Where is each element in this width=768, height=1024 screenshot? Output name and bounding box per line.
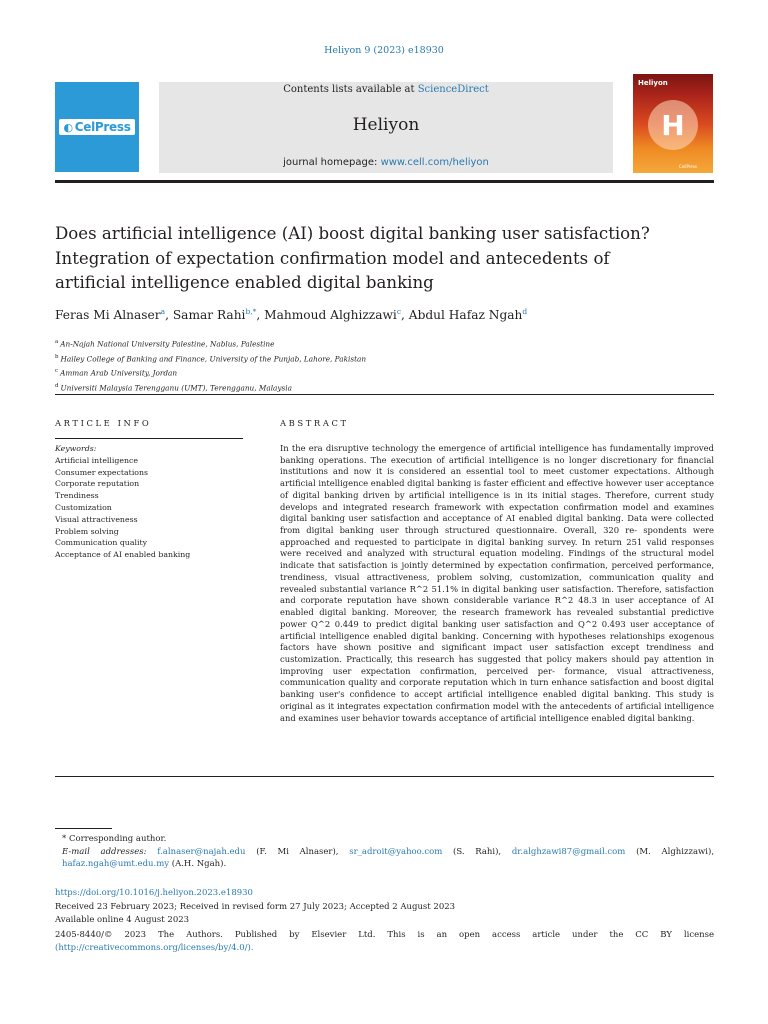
homepage-line <box>159 157 613 168</box>
email-link[interactable]: f.alnaser@najah.edu <box>157 846 246 857</box>
email-addresses <box>55 846 714 871</box>
license-statement <box>55 929 714 954</box>
section-divider <box>55 394 714 395</box>
abstract-line: perceived performance, trendiness, visual attractiveness, problem solving, customization, <box>280 560 714 582</box>
abstract-line: policy makers should pay attention in improving user expectation confirmation, perceived per- <box>280 653 715 676</box>
author-affiliation-mark[interactable]: d <box>522 307 528 316</box>
keyword-item: Visual attractiveness <box>55 514 138 524</box>
abstract-line: In the era disruptive technology the emergence of artificial intelligence has fundamentally <box>280 443 671 453</box>
keyword-item: Customization <box>55 502 112 512</box>
abstract-line: artificial intelligence enabled digital banking. <box>500 712 695 723</box>
keyword-item: Problem solving <box>55 526 119 536</box>
affiliation-item <box>55 336 366 351</box>
abstract-body <box>280 443 714 724</box>
affiliation-text: Hailey College of Banking and Finance, University of the Punjab, Lahore, Pakistan <box>60 353 367 363</box>
cover-publisher: CellPress <box>679 164 698 169</box>
abstract-line: satisfaction. Therefore, satisfaction and corporate reputation have shown considerable variance <box>280 583 714 606</box>
footnote-divider <box>55 828 112 829</box>
abstract-line: satisfaction except trendiness and customization. Practically, this research has suggested that <box>280 642 715 664</box>
abstract-line: hypotheses relationships exogenous factors have shown positive and significant impact user <box>280 630 714 653</box>
abstract-line: Q^2 0.493 user acceptance of artificial intelligence enabled digital banking. Concerning with <box>280 618 714 641</box>
affiliation-item <box>55 380 366 395</box>
abstract-line: and examines digital banking user satisfaction and acceptance of AI enabled digital banking. Data <box>280 501 714 524</box>
author-list: Feras Mi Alnaser$^a$, Samar Rahi$^{b,*}$, Mahmoud Alghizzawi$^c$, Abdul Hafaz Ngah$^d$ <box>55 307 528 323</box>
abstract-line: spondents were approached and requested to participate in digital banking survey. In return 251 <box>280 525 714 547</box>
journal-cover-image[interactable] <box>633 74 713 173</box>
keyword-item: Trendiness <box>55 491 99 501</box>
email-owner: (F. Mi Alnaser), <box>256 846 339 857</box>
abstract-line: R^2 48.3 in user acceptance of AI enabled digital banking. Moreover, the research framework has <box>280 595 714 618</box>
keyword-item: Consumer expectations <box>55 467 149 477</box>
affiliation-text: Amman Arab University, Jordan <box>60 368 178 378</box>
sciencedirect-link[interactable]: ScienceDirect <box>417 84 489 95</box>
affiliation-mark: d <box>55 382 59 389</box>
affiliation-text: Universiti Malaysia Terengganu (UMT), Terengganu, Malaysia <box>60 382 292 392</box>
affiliation-mark: a <box>55 339 59 345</box>
corresponding-mark: * <box>62 834 67 844</box>
keyword-item: Artificial intelligence <box>55 455 139 465</box>
abstract-line: formance, visual attractiveness, communication quality and corporate reputation which in turn <box>280 665 714 688</box>
article-title: Does artificial intelligence (AI) boost digital banking user satisfaction? Integration of expectation confirmation model and antecedents of artificial intelligence enabled digital banking <box>55 224 650 292</box>
article-info-heading: ARTICLE INFO <box>55 418 152 428</box>
keywords-divider <box>55 438 243 439</box>
cellpress-cell-icon: ◐ <box>63 120 73 134</box>
abstract-line: user acceptance of digital banking driven by artificial intelligence is in its initial stages. Therefore, <box>280 478 714 500</box>
keywords-list <box>55 443 190 561</box>
email-owner: (S. Rahi), <box>453 846 502 857</box>
corresponding-text: Corresponding author. <box>68 834 167 844</box>
abstract-line: structural model indicate that satisfaction is jointly determined by expectation confirmation, <box>280 548 714 571</box>
keyword-item: Corporate reputation <box>55 479 140 489</box>
abstract-line: enabled digital banking. This study is original as it integrates expectation confirmation model <box>280 689 714 711</box>
email-label: E-mail addresses: <box>62 846 147 857</box>
abstract-line: improved banking operations. The execution of artificial intelligence is no longer discretionary <box>280 443 714 465</box>
cover-letter: H <box>661 108 685 142</box>
journal-name: Heliyon <box>352 115 420 135</box>
abstract-line: valid responses were received and analyzed with structural equation modeling. Findings of the <box>280 536 714 559</box>
keyword-item: Communication quality <box>55 538 148 548</box>
affiliation-mark: c <box>55 368 59 375</box>
author-affiliation-mark[interactable]: c <box>396 307 402 316</box>
header-divider <box>55 180 714 183</box>
abstract-line: communication quality and revealed substantial variance R^2 51.1% in digital banking user <box>280 571 714 594</box>
article-history: Received 23 February 2023; Received in revised form 27 July 2023; Accepted 2 August 2023 <box>55 902 456 912</box>
author-name[interactable]: Abdul Hafaz Ngah <box>408 308 523 323</box>
affiliation-item <box>55 351 366 366</box>
contents-prefix: Contents lists available at <box>283 84 418 95</box>
keywords-label: Keywords: <box>55 444 97 453</box>
author-affiliation-mark[interactable]: a <box>160 307 166 316</box>
abstract-line: revealed substantial predictive power Q^2 0.449 to predict digital banking user satisfaction and <box>280 607 714 629</box>
license-text: 2405-8440/© 2023 The Authors. Published by Elsevier Ltd. This is an open access article under the CC BY license <box>55 930 714 940</box>
footnotes <box>55 833 714 871</box>
abstract-line: current study develops and integrated research framework with expectation confirmation model <box>280 489 714 512</box>
journal-masthead <box>159 82 613 173</box>
cover-title: Heliyon <box>638 79 668 87</box>
keyword-item: Acceptance of AI enabled banking <box>55 550 191 560</box>
journal-reference[interactable]: Heliyon 9 (2023) e18930 <box>324 45 444 56</box>
available-online: Available online 4 August 2023 <box>55 915 190 925</box>
abstract-line: for financial institutions and now it is considered an essential tool to meet customer expectations. <box>280 454 715 477</box>
affiliation-mark: b <box>55 353 59 360</box>
cover-h-emblem <box>648 100 698 150</box>
author-affiliation-mark[interactable]: b,* <box>245 307 257 316</box>
doi-link[interactable]: https://doi.org/10.1016/j.heliyon.2023.e18930 <box>55 888 253 898</box>
abstract-heading: ABSTRACT <box>280 418 349 428</box>
author-name[interactable]: Mahmoud Alghizzawi <box>264 308 397 323</box>
corresponding-author-note <box>55 833 714 846</box>
cellpress-wordmark <box>59 119 134 135</box>
abstract-line: Although artificial intelligence enabled digital banking is faster efficient and effective however <box>280 466 714 489</box>
abstract-line: were collected from digital banking user through structured questionnaire. Overall, 320 re- <box>280 513 714 536</box>
journal-homepage-link[interactable]: www.cell.com/heliyon <box>380 157 489 168</box>
author-name[interactable]: Feras Mi Alnaser <box>55 308 161 323</box>
license-link[interactable]: (http://creativecommons.org/licenses/by/4.0/). <box>55 942 254 953</box>
email-link[interactable]: hafaz.ngah@umt.edu.my <box>62 859 170 870</box>
abstract-line: enhance satisfaction and boost digital banking user's confidence to accept artificial intelligence <box>280 677 714 700</box>
email-link[interactable]: sr_adroit@yahoo.com <box>349 846 443 857</box>
cellpress-logo-text: CelPress <box>74 120 131 134</box>
publisher-logo[interactable] <box>55 82 139 172</box>
homepage-prefix: journal homepage: <box>283 157 381 168</box>
abstract-line: with the antecedents of artificial intelligence and examines user behavior towards acceptance of <box>280 700 714 723</box>
affiliation-list <box>55 336 366 394</box>
affiliation-text: An-Najah National University Palestine, Nablus, Palestine <box>60 339 275 349</box>
email-link[interactable]: dr.alghzawi87@gmail.com <box>511 846 626 857</box>
author-name[interactable]: Samar Rahi <box>172 308 246 323</box>
email-owner: (M. Alghizzawi), <box>636 846 715 857</box>
section-divider <box>55 776 714 777</box>
contents-line <box>159 84 613 95</box>
email-owner: (A.H. Ngah). <box>171 859 227 870</box>
affiliation-item <box>55 365 366 380</box>
